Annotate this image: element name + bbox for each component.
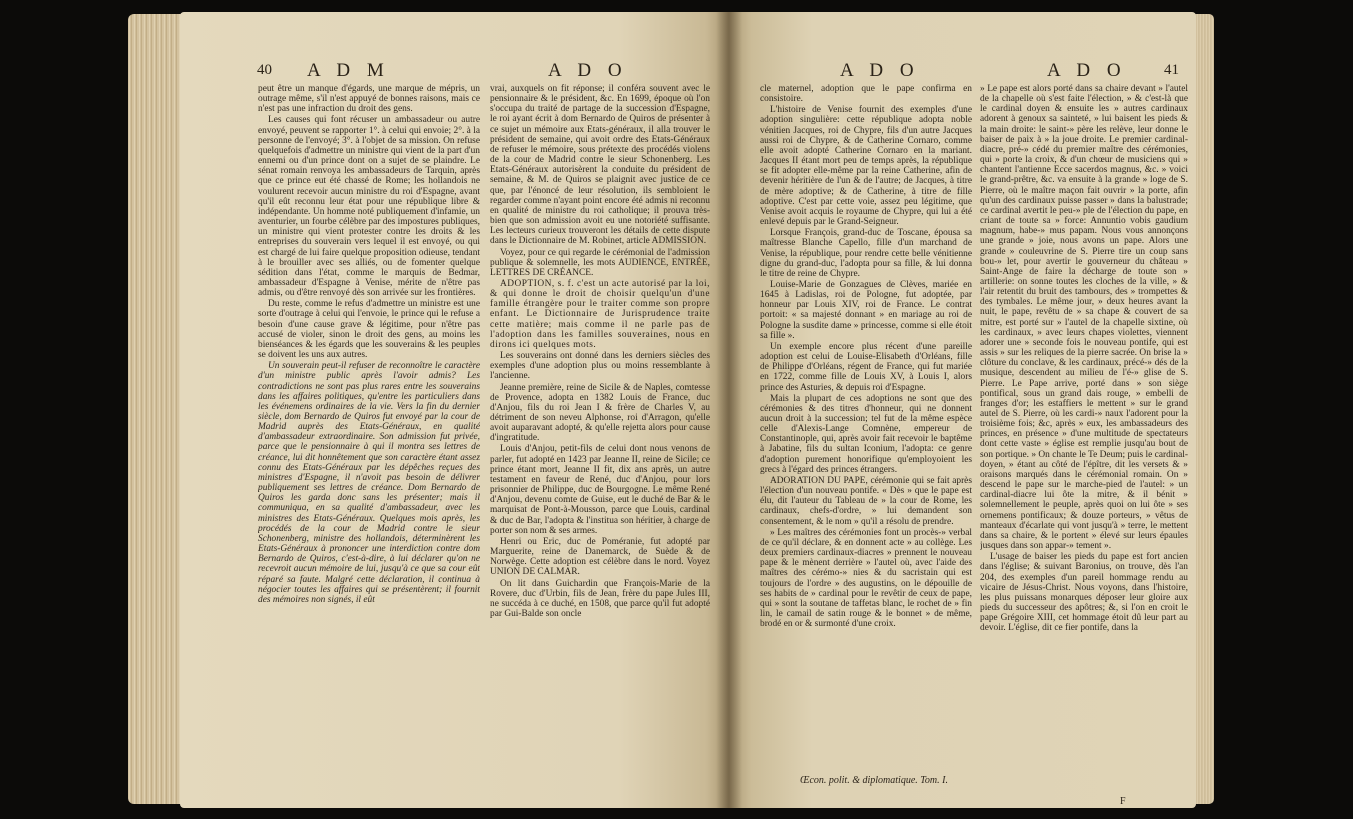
paragraph: Jeanne première, reine de Sicile & de Naples, comtesse de Provence, adopta en 1382 Louis de France, duc d'Anjou, fils du roi Jean I & frère de Charles V, au détriment de son neveu Alphonse, roi d'Arragon, qu'elle avoit auparavant adopté, & qu'elle rejetta alors pour cause d'ingratitude. (490, 382, 710, 444)
paragraph: peut être un manque d'égards, une marque de mépris, un outrage même, s'il n'est appuyé de bonnes raisons, mais ce n'est pas une infraction du droit des gens. (258, 84, 480, 115)
page-footer-line: Œcon. polit. & diplomatique. Tom. I. (800, 775, 948, 786)
paragraph: ADORATION DU PAPE, cérémonie qui se fait après l'élection d'un nouveau pontife. « Dès » que le pape est élu, dit l'auteur du Tableau de » la cour de Rome, les cardinaux, chefs-d'ordre, » lui demandent son consentement, & le nom » qu'il a résolu de prendre. (760, 475, 972, 527)
paragraph: Les souverains ont donné dans les derniers siècles des exemples d'une adoption plus ou moins ressemblante à l'ancienne. (490, 351, 710, 382)
left-column-2 (490, 84, 710, 784)
paragraph: Du reste, comme le refus d'admettre un ministre est une sorte d'outrage à celui qui l'envoie, le prince qui le refuse a besoin d'une cause grave & légitime, pour n'être pas accusé de violer, sinon le droit des gens, au moins les bienséances & les égards que les souverains & les peuples se doivent les uns aux autres. (258, 299, 480, 361)
paragraph: Les causes qui font récuser un ambassadeur ou autre envoyé, peuvent se rapporter 1°. à celui qui envoie; 2°. à la personne de l'envoyé; 3°. à l'objet de sa mission. On refuse quelquefois d'admettre un ministre qui vient de la part d'un ennemi ou d'un prince dont on a sujet de se plaindre. Le sénat romain renvoya les ambassadeurs de Tarquin, après que ce prince eut été chassé de Rome; les hollandois ne voulurent recevoir aucun ministre du roi d'Espagne, avant qu'il eût reconnu leur état pour une république libre & indépendante. Un homme noté publiquement d'infamie, un aventurier, un fourbe célèbre par des impostures publiques, un ministre qui vient protester contre les droits & les entreprises du souverain vers lequel il est envoyé, ou qui est chargé de lui faire quelque proposition odieuse, tendant à le brouiller avec ses alliés, ou de fomenter quelque sédition dans l'état, comme le marquis de Bedmar, ambassadeur d'Espagne à Venise, mérite de n'être pas admis, ou d'être renvoyé dès son arrivée sur les frontières. (258, 115, 480, 299)
right-column-2 (980, 84, 1188, 796)
left-running-head-1: A D M (307, 60, 390, 81)
paragraph: vrai, auxquels on fit réponse; il conféra souvent avec le pensionnaire & le président, &c. En 1699, époque où l'on s'occupa du traité de partage de la succession d'Espagne, le roi ayant écrit à dom Bernardo de Quiros de présenter à ce sujet un mémoire aux Etats-généraux, il alla trouver le président de semaine, qui avoit ordre des Etats-Généraux de refuser le mémoire, sous prétexte des procédés violens de la cour de Madrid contre le sieur Schonenberg. Les Etats-Généraux autorisèrent la conduite du président de semaine, & M. de Quiros se plaignit avec justice de ce que, par l'énoncé de leur résolution, ils sembloient le regarder comme n'ayant point encore été admis ni reconnu en qualité de ministre du roi catholique; il prouva très-bien que son admission avoit eu une notoriété suffisante. Les lecteurs curieux trouveront les détails de cette dispute dans le Dictionnaire de M. Robinet, article ADMISSION. (490, 84, 710, 247)
paragraph: On lit dans Guichardin que François-Marie de la Rovere, duc d'Urbin, fils de Jean, frère du pape Jules III, ne succéda à ce duché, en 1508, que parce qu'il fut adopté par Gui-Balde son oncle (490, 578, 710, 619)
left-column-1 (258, 84, 480, 784)
paragraph: Louise-Marie de Gonzagues de Clèves, mariée en 1645 à Ladislas, roi de Pologne, fut adoptée, par honneur par Louis XIV, roi de France. Le contrat portoit: « sa majesté donnant » en mariage au roi de Pologne la susdite dame » princesse, comme si elle étoit sa fille ». (760, 279, 972, 341)
right-running-head-2: A D O (1047, 60, 1127, 81)
signature-mark: F (1120, 796, 1126, 807)
paragraph: Un souverain peut-il refuser de reconnoître le caractère d'un ministre public après l'avoir admis? Les contradictions ne sont pas plus rares entre les souverains dans les affaires politiques, qu'entre les particuliers dans les événemens ordinaires de la vie. Vers la fin du dernier siècle, dom Bernardo de Quiros fut envoyé par la cour de Madrid auprès des Etats-Généraux, en qualité d'ambassadeur extraordinaire. Son admission fut privée, parce que le pensionnaire à qui il montra ses lettres de créance, lui dit honnêtement que son caractère étant assez connu des Etats-Généraux par les dépêches reçues des ministres d'Espagne, il n'avoit pas besoin de délivrer publiquement ses lettres de créance. Dom Bernardo de Quiros les garda donc sans les présenter; mais il communiqua, en sa qualité d'ambassadeur, avec les ministres des Etats-Généraux. Quelques mois après, les procédés de la cour de Madrid contre le sieur Schonenberg, ministre des hollandois, déterminèrent les Etats-Généraux à prononcer une interdiction contre dom Bernardo de Quiros, c'est-à-dire, à lui déclarer qu'on ne recevroit aucun mémoire de lui, jusqu'à ce que sa cour eût réparé sa faute. Malgré cette déclaration, il continua à négocier toutes les affaires qui se présentèrent; il fournit des mémoires non signés, il eût (258, 361, 480, 605)
paragraph: Voyez, pour ce qui regarde le cérémonial de l'admission publique & solemnelle, les mots AUDIENCE, ENTRÉE, LETTRES DE CRÉANCE. (490, 247, 710, 278)
left-folio: 40 (257, 62, 272, 78)
paragraph: Henri ou Eric, duc de Poméranie, fut adopté par Marguerite, reine de Danemarck, de Suède & de Norwège. Cette adoption est célèbre dans le nord. Voyez UNION DE CALMAR. (490, 536, 710, 578)
paragraph: Un exemple encore plus récent d'une pareille adoption est celui de Louise-Elisabeth d'Orléans, fille de Philippe d'Orléans, régent de France, qui fut mariée en 1722, comme fille de Louis XV, à Louis I, alors prince des Asturies, & depuis roi d'Espagne. (760, 341, 972, 393)
paragraph: » Le pape est alors porté dans sa chaire devant » l'autel de la chapelle où s'est faite l'élection, » & c'est-là que le cardinal doyen & ensuite les » autres cardinaux adorent à genoux sa sainteté, » lui baisent les pieds & la main droite: le saint-» père les relève, leur donne le baiser de paix à » la joue droite. Le premier cardinal-diacre, pré-» cédé du premier maître des cérémonies, qui » porte la croix, & d'un chœur de musiciens qui » chantent l'antienne Ecce sacerdos magnus, &c. » voici le grand-prêtre, &c. va ensuite à la grande » loge de S. Pierre, où le maître maçon fait ouvrir » la porte, afin qu'un des cardinaux puisse passer » dans la balustrade; ce cardinal avertit le peu-» ple de l'élection du pape, en criant de toute sa » force: Annuntio vobis gaudium magnum, habe-» mus papam. Nous vous annonçons une grande » joie, nous avons un pape. Alors une grande » couleuvrine de S. Pierre tire un coup sans bou-» let, pour avertir le gouverneur du château » Saint-Ange de faire la décharge de toute son » artillerie: on sonne toutes les cloches de la ville, » & l'air retentit du bruit des tambours, des » trompettes & des tymbales. Le même jour, » deux heures avant la nuit, le pape, revêtu de » sa chape & couvert de sa mitre, est porté sur » l'autel de la chapelle sixtine, où les cardinaux, » avec leurs chapes violettes, viennent adorer une » seconde fois le nouveau pontife, qui est assis » sur les reliques de la pierre sacrée. On brise la » clôture du conclave, & les cardinaux, précé-» dés de la musique, descendent au milieu de l'é-» glise de S. Pierre. Le Pape arrive, porté dans » son siège pontifical, sous un grand dais rouge, » embelli de franges d'or; les estaffiers le mettent » sur le grand autel de S. Pierre, où les cardi-» naux l'adorent pour la troisième fois; &c, après » eux, les ambassadeurs des princes, en présence » d'une multitude de spectateurs dont cette vaste » église est remplie jusqu'au bout de son portique. » On chante le Te Deum; puis le cardinal-doyen, » étant au côté de l'épître, dit les versets & » oraisons marqués dans le cérémonial romain. On » descend le pape sur le marche-pied de l'autel: » un cardinal-diacre lui ôte la mitre, & il bénit » solemnellement le peuple, après quoi on lui ôte » ses ornemens pontificaux; & douze porteurs, » vêtus de manteaux d'écarlate qui vont jusqu'à » terre, le mettent dans sa chaire, & le portent » élevé sur leurs épaules jusques dans son appar-» tement ». (980, 84, 1188, 552)
paragraph: L'histoire de Venise fournit des exemples d'une adoption singulière: cette république adopta noble vénitien Jacques, roi de Chypre, fils d'un autre Jacques aussi roi de Chypre, & de Catherine Cornaro, comme elle avoit adopté Catherine Cornaro en la mariant. Jacques II étant mort peu de temps après, la république se fit adopter elle-même par la reine Catherine, afin de devenir héritière de l'un & de l'autre; de Jacques, à titre de mère adoptive; & de Catherine, à titre de fille adoptive. C'est par cette voie, assez peu légitime, que Venise avoit acquis le royaume de Chypre, qui lui a été enlevé depuis par le Grand-Seigneur. (760, 105, 972, 228)
right-running-head-1: A D O (840, 60, 920, 81)
paragraph: Louis d'Anjou, petit-fils de celui dont nous venons de parler, fut adopté en 1423 par Jeanne II, reine de Sicile; ce prince étant mort, Jeanne II fit, dix ans après, un autre testament en faveur de René, duc d'Anjou, pour lors prisonnier de Philippe, duc de Bourgogne. Le même René d'Anjou, devenu comte de Guise, eut le duché de Bar & le marquisat de Pont-à-Mousson, parce que Louis, cardinal & duc de Bar, l'adopta & l'institua son héritier, à charge de porter son nom & ses armes. (490, 444, 710, 536)
book-gutter (716, 12, 742, 808)
paragraph: Mais la plupart de ces adoptions ne sont que des cérémonies & des titres d'honneur, qui ne donnent aucun droit à la succession; tel fut de la même espèce celle d'Alexis-Lange Comnène, empereur de Constantinople, qui, après avoir fait recevoir le baptême à Jabatine, fils du sultan Iconium, l'adopta: ce genre d'adoption purement honorifique qu'employoient les grecs à l'égard des princes étrangers. (760, 393, 972, 475)
paragraph: ADOPTION, s. f. c'est un acte autorisé par la loi, & qui donne le droit de choisir quelqu'un d'une famille étrangère pour le traiter comme son propre enfant. Le Dictionnaire de Jurisprudence traite cette matière; mais comme il ne parle pas de l'adoption dans les familles souveraines, nous en dirons ici quelques mots. (490, 278, 710, 350)
paragraph: cle maternel, adoption que le pape confirma en consistoire. (760, 84, 972, 105)
right-column-1 (760, 84, 972, 770)
paragraph: L'usage de baiser les pieds du pape est fort ancien dans l'église; & suivant Baronius, on trouve, dès l'an 204, des exemples d'un pareil hommage rendu au vicaire de Jésus-Christ. Nous voyons, dans l'histoire, les plus puissans monarques déposer leur gloire aux pieds du successeur des apôtres; &, si l'on en croit le pape Grégoire XIII, cet hommage étoit dû leur part au devoir. L'église, dit ce fier pontife, dans la (980, 552, 1188, 634)
paragraph: » Les maîtres des cérémonies font un procès-» verbal de ce qu'il déclare, & en donnent acte » au collège. Les deux premiers cardinaux-diacres » prennent le nouveau pape & le mènent derrière » l'autel où, avec l'aide des maîtres des cérémo-» nies & du sacristain qui est toujours de l'ordre » des augustins, on le dépouille de ses habits de » cardinal pour le revêtir de ceux de pape, qui » sont la soutane de taffetas blanc, le rochet de » fin lin, le camail de satin rouge & le bonnet » de même, brodé en or & surmonté d'une croix. (760, 527, 972, 630)
right-folio: 41 (1164, 62, 1179, 78)
paragraph: Lorsque François, grand-duc de Toscane, épousa sa maîtresse Blanche Capello, fille d'un marchand de Venise, la république, pour rendre cette belle vénitienne digne du grand-duc, l'adopta pour sa fille, & lui donna le titre de reine de Chypre. (760, 228, 972, 279)
left-running-head-2: A D O (548, 60, 628, 81)
